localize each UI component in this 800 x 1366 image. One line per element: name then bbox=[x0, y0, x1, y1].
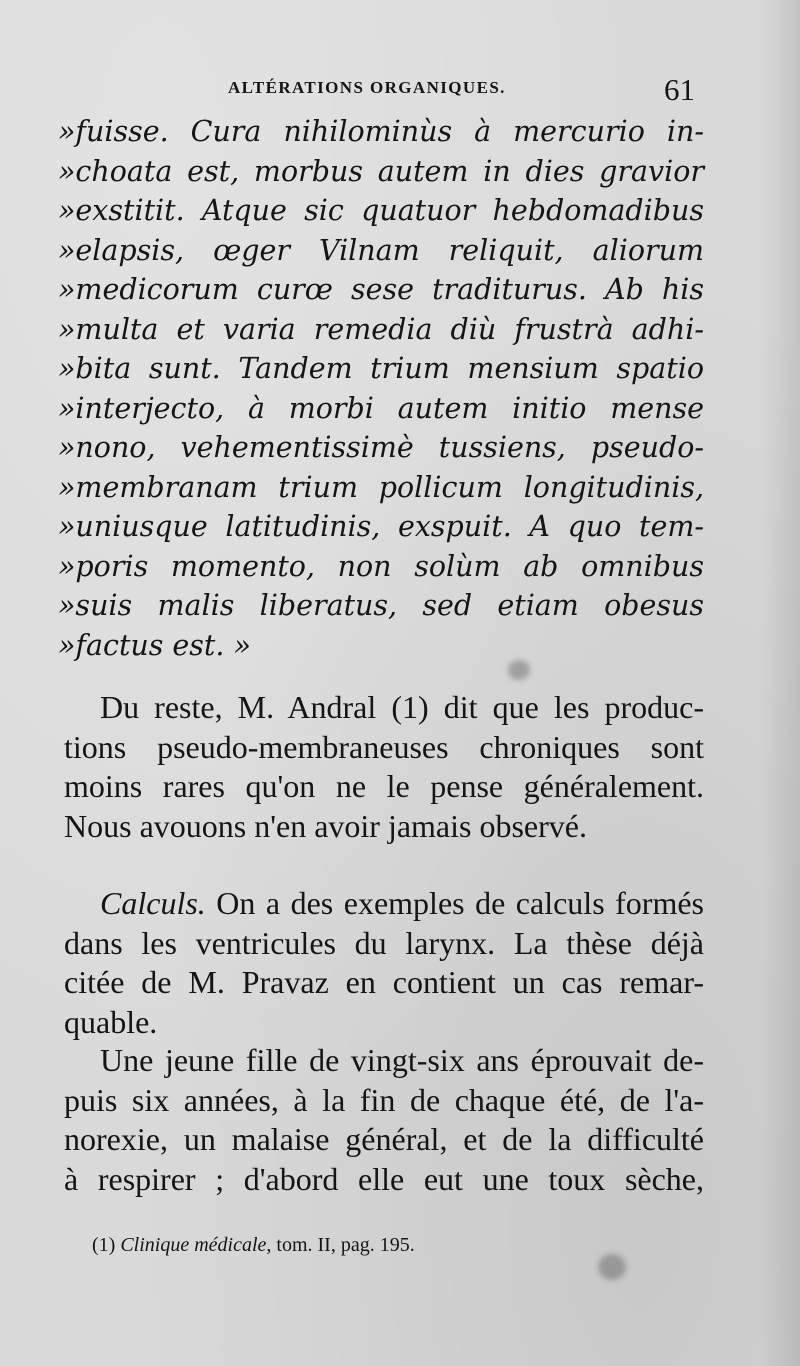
paragraph-case bbox=[64, 1041, 704, 1199]
quote-line: »exstitit. Atque sic quatuor hebdomadibus bbox=[58, 194, 704, 227]
text-line: à respirer ; d'abord elle eut une toux sèche, bbox=[64, 1160, 704, 1197]
text-line bbox=[64, 884, 704, 924]
quote-line: »fuisse. Cura nihilominùs à mercurio in- bbox=[58, 115, 704, 148]
quote-line: »poris momento, non solùm ab omnibus bbox=[58, 549, 704, 583]
quote-line: »nono, vehementissimè tussiens, pseudo- bbox=[58, 431, 704, 464]
text-line: dans les ventricules du larynx. La thèse déjà bbox=[64, 924, 704, 961]
paragraph-calculs bbox=[64, 884, 704, 1042]
page-edge-shadow bbox=[760, 0, 800, 1366]
footnote-title: Clinique médicale bbox=[120, 1234, 267, 1256]
quote-line: »elapsis, œger Vilnam reliquit, aliorum bbox=[58, 233, 704, 267]
section-label: Calculs. bbox=[100, 885, 206, 921]
quote-line: »multa et varia remedia diù frustrà adhi- bbox=[58, 312, 704, 346]
footnote-marker: (1) bbox=[92, 1234, 116, 1256]
text-line: tions pseudo-membraneuses chroniques sont bbox=[64, 728, 704, 765]
quote-line: »bita sunt. Tandem trium mensium spatio bbox=[58, 352, 704, 385]
running-head bbox=[0, 72, 800, 112]
paragraph-andral bbox=[64, 688, 704, 846]
latin-quotation bbox=[58, 112, 704, 665]
text-fragment: On a des exemples de calculs formés bbox=[216, 885, 704, 921]
running-title: ALTÉRATIONS ORGANIQUES. bbox=[228, 78, 506, 97]
text-line: puis six années, à la fin de chaque été, de l'a- bbox=[64, 1081, 704, 1118]
text-line: Une jeune fille de vingt-six ans éprouvait de- bbox=[100, 1042, 704, 1078]
quote-line: »suis malis liberatus, sed etiam obesus bbox=[58, 589, 704, 622]
text-line: norexie, un malaise général, et de la difficulté bbox=[64, 1121, 704, 1157]
footnote bbox=[92, 1234, 415, 1257]
text-line: moins rares qu'on ne le pense généralement. bbox=[64, 768, 704, 804]
footnote-reference: , tom. II, pag. 195. bbox=[266, 1234, 415, 1256]
quote-line: »choata est, morbus autem in dies gravior bbox=[58, 154, 704, 188]
ink-smudge bbox=[598, 1254, 626, 1280]
quote-line: »medicorum curœ sese traditurus. Ab his bbox=[58, 273, 704, 306]
quote-line: »factus est. » bbox=[58, 628, 251, 662]
quote-line: »interjecto, à morbi autem initio mense bbox=[58, 391, 704, 425]
quote-line: »uniusque latitudinis, exspuit. A quo tem- bbox=[58, 510, 704, 543]
text-line: Nous avouons n'en avoir jamais observé. bbox=[64, 807, 587, 844]
page-number: 61 bbox=[664, 72, 695, 107]
text-line: quable. bbox=[64, 1003, 158, 1040]
text-line: Du reste, M. Andral (1) dit que les produc- bbox=[100, 689, 704, 725]
text-line: citée de M. Pravaz en contient un cas remar- bbox=[64, 964, 704, 1000]
quote-line: »membranam trium pollicum longitudinis, bbox=[58, 470, 704, 504]
ink-smudge bbox=[508, 660, 530, 680]
